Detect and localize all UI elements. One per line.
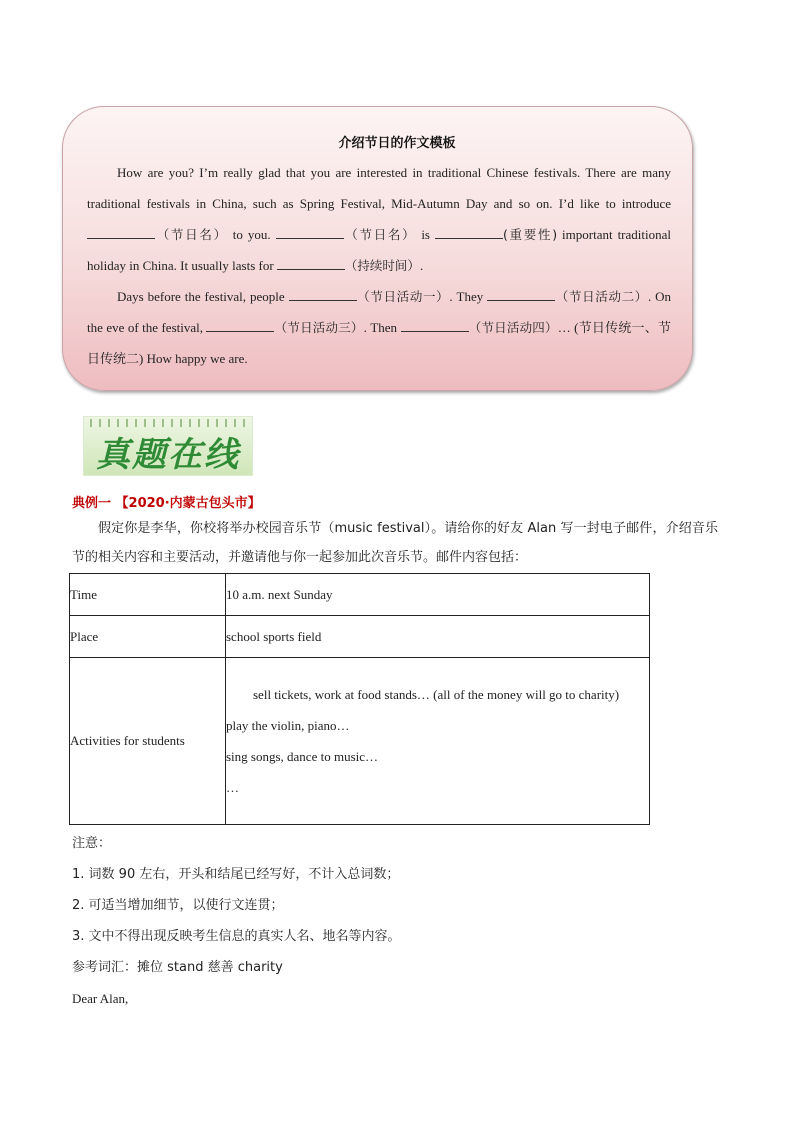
list-item: sell tickets, work at food stands… (all of the money will go to charity) [253, 687, 620, 702]
note-item: 3. 文中不得出现反映考生信息的真实人名、地名等内容。 [72, 929, 401, 944]
example-label: 典例一 [72, 496, 112, 511]
section-banner [83, 416, 253, 476]
fill-blank [435, 226, 503, 239]
fill-blank [276, 226, 344, 239]
example-source: 【2020·内蒙古包头市】 [115, 496, 261, 511]
activities-list [226, 658, 650, 825]
table-row [70, 658, 650, 825]
template-paragraph-2: Days before the festival, people （节日活动一）. They （节日活动二）. On the eve of the festival, （节日活动三）. Then （节日活动四）… (节日传统一、节日传统二) How happy we are. [87, 289, 672, 366]
notebook-rings-decoration [90, 419, 246, 427]
table-row [70, 574, 650, 616]
row-label: Time [70, 574, 226, 616]
row-value: 10 a.m. next Sunday [226, 574, 650, 616]
list-item: … [226, 780, 239, 795]
festival-info-table [69, 573, 650, 825]
letter-greeting: Dear Alan, [72, 991, 129, 1006]
example-prompt: 假定你是李华，你校将举办校园音乐节（music festival）。请给你的好友 Alan 写一封电子邮件，介绍音乐节的相关内容和主要活动，并邀请他与你一起参加此次音乐节。邮件内容包括： [72, 521, 718, 565]
note-item: 1. 词数 90 左右，开头和结尾已经写好，不计入总词数； [72, 867, 400, 882]
row-label: Activities for students [70, 658, 226, 825]
notes-section [72, 828, 712, 1014]
row-value: school sports field [226, 616, 650, 658]
note-item: 2. 可适当增加细节，以使行文连贯； [72, 898, 284, 913]
notes-title: 注意： [72, 836, 112, 851]
fill-blank [206, 319, 274, 332]
list-item: play the violin, piano… [226, 718, 350, 733]
fill-blank [289, 288, 357, 301]
list-item: sing songs, dance to music… [226, 749, 379, 764]
banner-title: 真题在线 [96, 435, 240, 475]
template-paragraph-1: How are you? I’m really glad that you are interested in traditional Chinese festivals. There are many traditional festivals in China, such as Spring Festival, Mid-Autumn Day and so on. I’d like to introduce （节日名） to you. （节日名） is (重要性) important traditional holiday in China. It usually lasts for （持续时间）. [87, 165, 671, 273]
fill-blank [87, 226, 155, 239]
fill-blank [401, 319, 469, 332]
fill-blank [277, 257, 345, 270]
example-heading [72, 492, 261, 511]
vocab-line: 参考词汇：摊位 stand 慈善 charity [72, 960, 283, 975]
table-row [70, 616, 650, 658]
fill-blank [487, 288, 555, 301]
template-text [87, 157, 671, 374]
template-title: 介绍节日的作文模板 [338, 136, 456, 151]
row-label: Place [70, 616, 226, 658]
